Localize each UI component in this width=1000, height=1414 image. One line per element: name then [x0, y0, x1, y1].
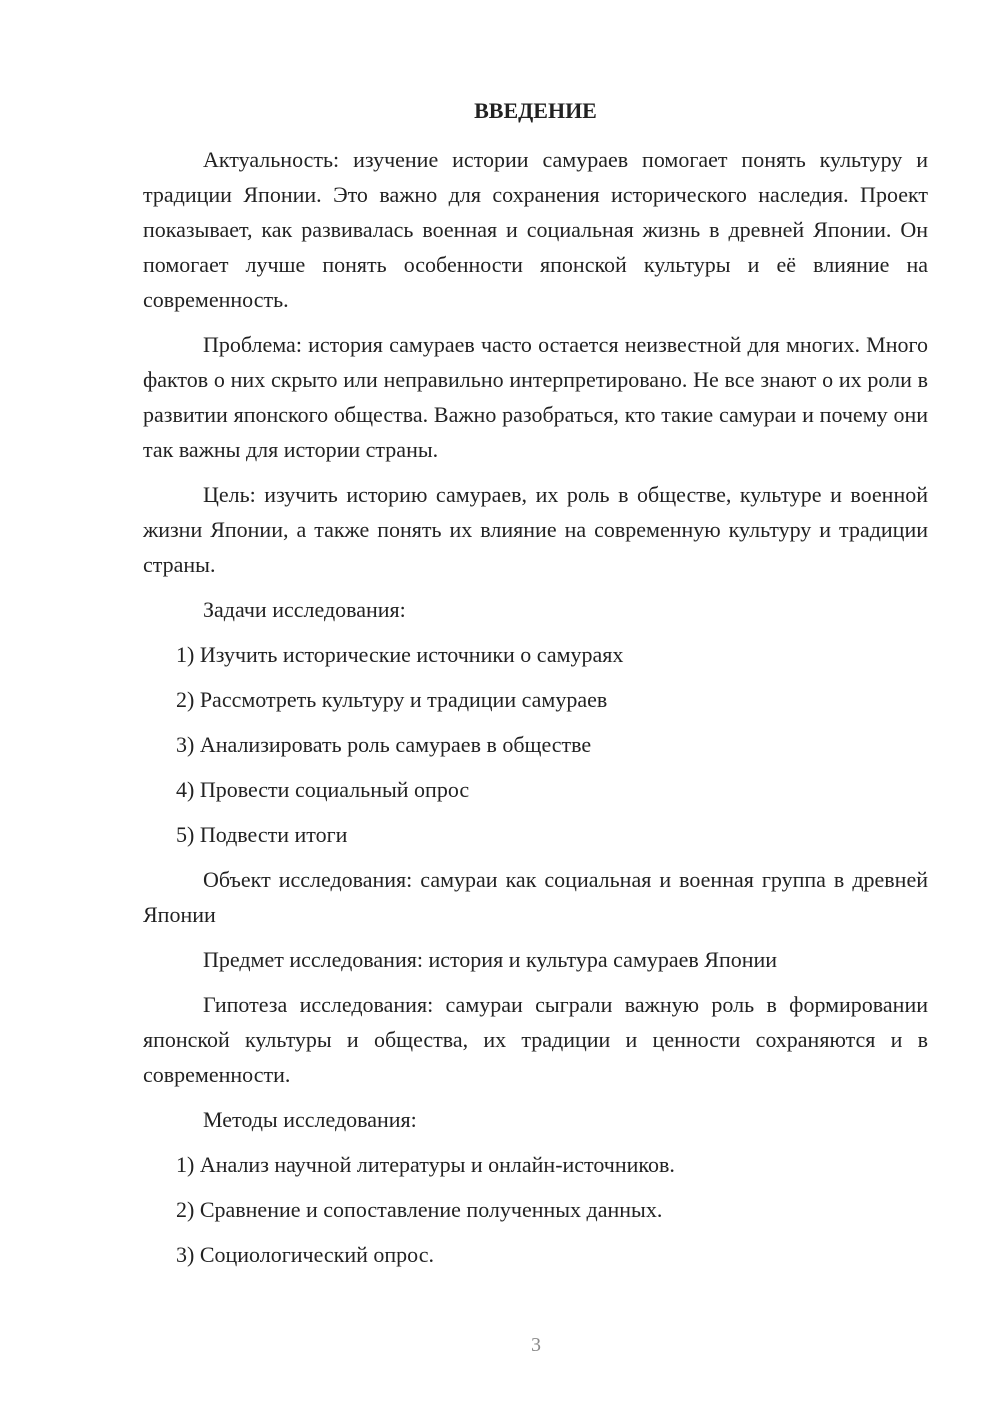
- problem-paragraph: Проблема: история самураев часто остается неизвестной для многих. Много фактов о них скрыто или неправильно интерпретировано. Не все знают о их роли в развитии японского общества. Важно разобраться, кто такие самураи и почему они так важны для истории страны.: [143, 332, 928, 462]
- method-item: 2) Сравнение и сопоставление полученных данных.: [176, 1197, 663, 1222]
- task-item: 2) Рассмотреть культуру и традиции самураев: [176, 687, 608, 712]
- method-item: 1) Анализ научной литературы и онлайн-источников.: [176, 1152, 675, 1177]
- hypothesis-paragraph: Гипотеза исследования: самураи сыграли важную роль в формировании японской культуры и общества, их традиции и ценности сохраняются и в современности.: [143, 992, 928, 1087]
- task-item: 4) Провести социальный опрос: [176, 777, 470, 802]
- subject-paragraph: Предмет исследования: история и культура самураев Японии: [203, 947, 778, 972]
- document-body: [143, 94, 928, 1282]
- task-item: 3) Анализировать роль самураев в обществе: [176, 732, 592, 757]
- method-item: 3) Социологический опрос.: [176, 1242, 434, 1267]
- page-title: ВВЕДЕНИЕ: [474, 98, 597, 123]
- object-paragraph: Объект исследования: самураи как социальная и военная группа в древней Японии: [143, 867, 928, 927]
- page-number: 3: [531, 1334, 541, 1356]
- relevance-paragraph: Актуальность: изучение истории самураев помогает понять культуру и традиции Японии. Это важно для сохранения исторического наследия. Проект показывает, как развивалась военная и социальная жизнь в древней Японии. Он помогает лучше понять особенности японской культуры и её влияние на современность.: [143, 147, 928, 312]
- methods-heading: Методы исследования:: [203, 1107, 417, 1132]
- task-item: 1) Изучить исторические источники о самураях: [176, 642, 624, 667]
- tasks-heading: Задачи исследования:: [203, 597, 406, 622]
- task-item: 5) Подвести итоги: [176, 822, 348, 847]
- goal-paragraph: Цель: изучить историю самураев, их роль в обществе, культуре и военной жизни Японии, а также понять их влияние на современную культуру и традиции страны.: [143, 482, 928, 577]
